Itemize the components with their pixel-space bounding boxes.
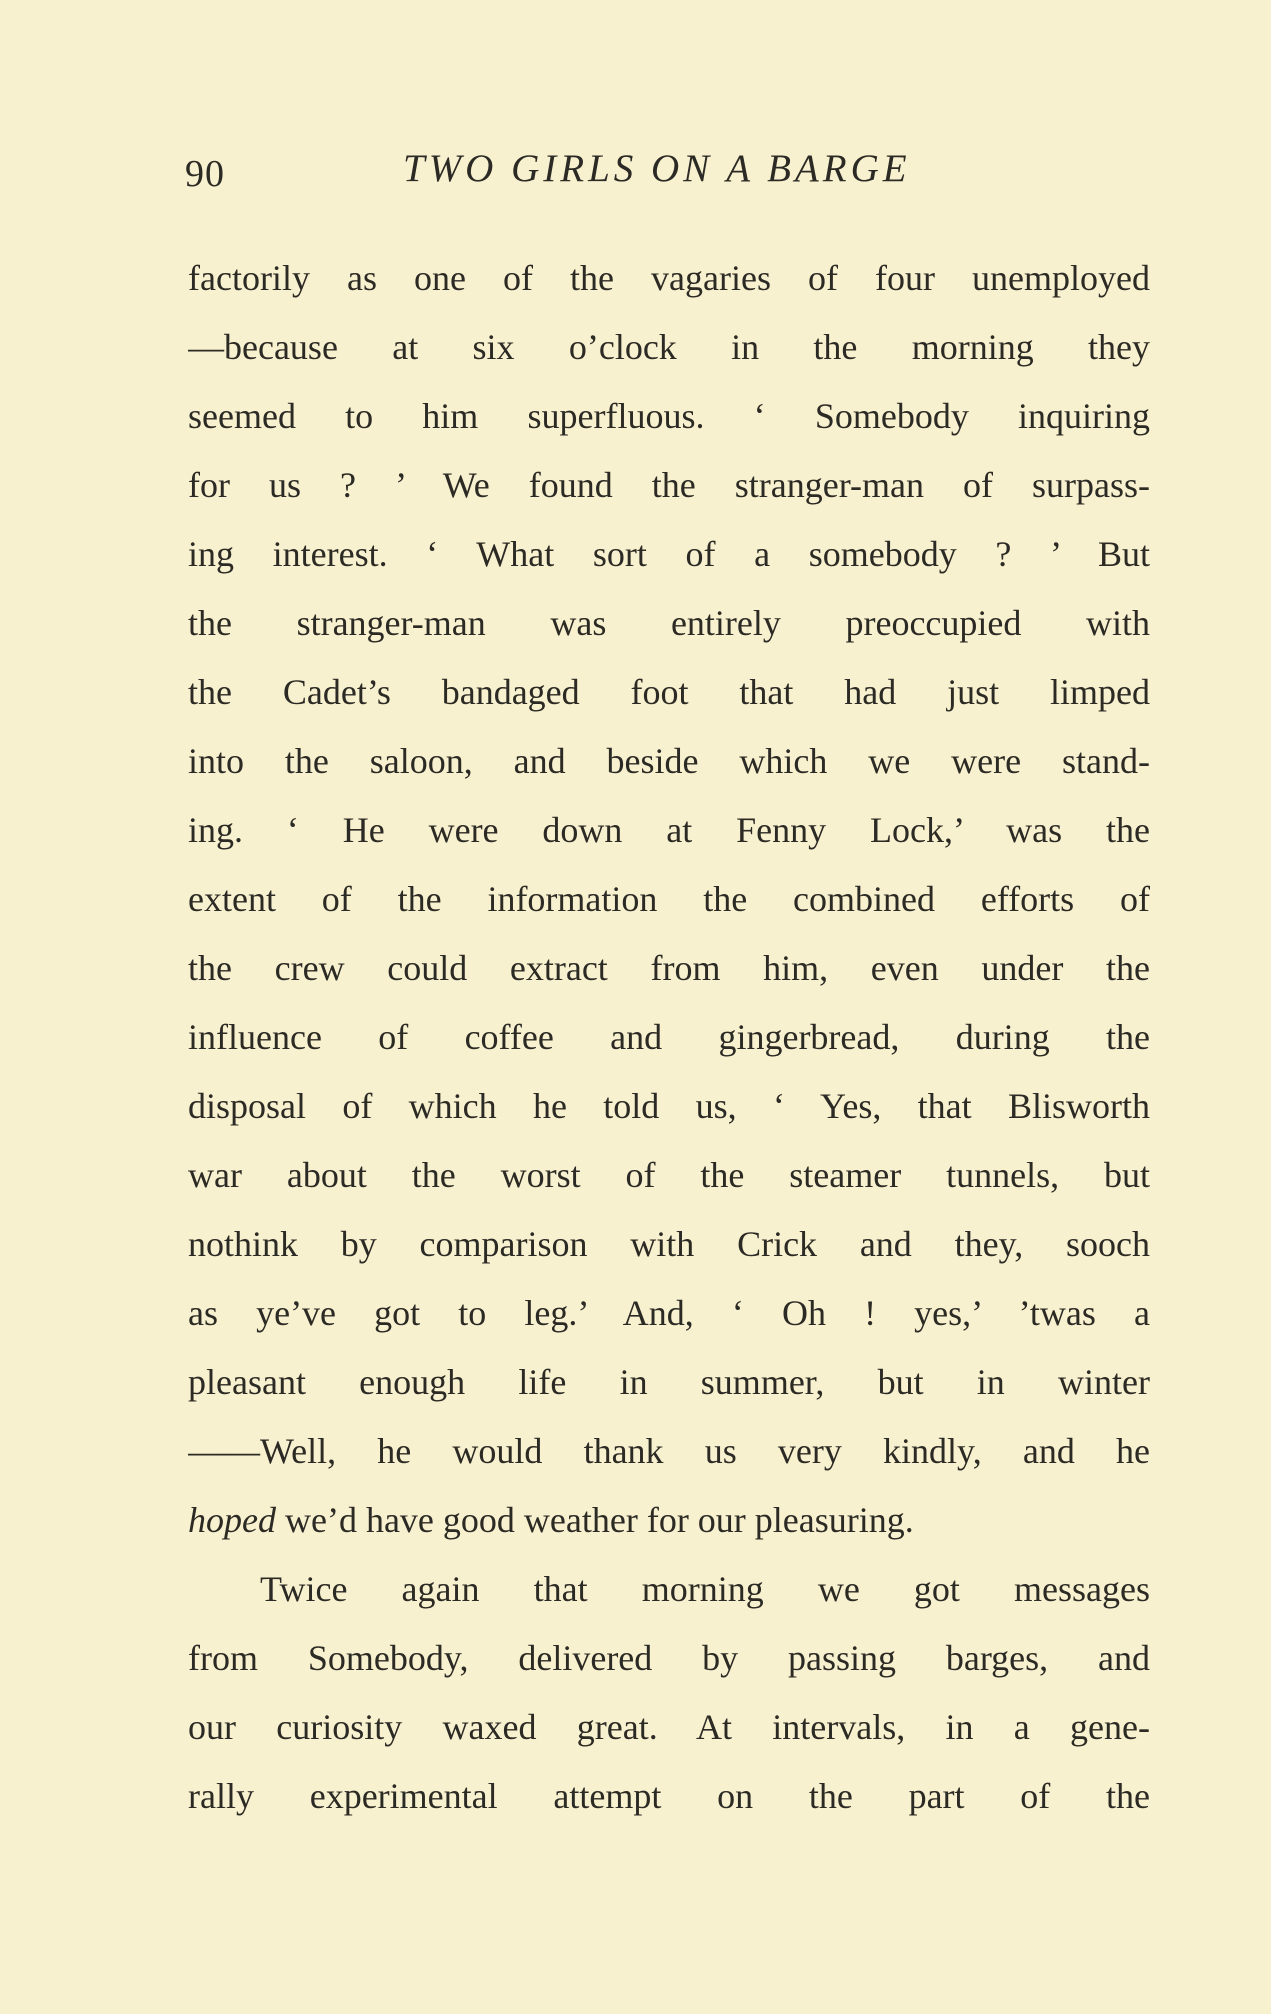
text-line: ing interest. ‘ What sort of a somebody ? ’ But <box>188 534 1150 574</box>
text-line: ing. ‘ He were down at Fenny Lock,’ was the <box>188 810 1150 850</box>
body-text <box>188 244 1150 1831</box>
text-line: the stranger-man was entirely preoccupied with <box>188 603 1150 643</box>
text-line: extent of the information the combined efforts of <box>188 879 1150 919</box>
text-line-paragraph-start: Twice again that morning we got messages <box>260 1569 1150 1609</box>
text-line: for us ? ’ We found the stranger-man of surpass- <box>188 465 1150 505</box>
page-number: 90 <box>185 153 225 195</box>
text-line: the Cadet’s bandaged foot that had just limped <box>188 672 1150 712</box>
text-line: war about the worst of the steamer tunnels, but <box>188 1155 1150 1195</box>
running-title: TWO GIRLS ON A BARGE <box>403 147 911 190</box>
text-line: seemed to him superfluous. ‘ Somebody inquiring <box>188 396 1150 436</box>
text-line: rally experimental attempt on the part of the <box>188 1776 1150 1816</box>
italic-word: hoped <box>188 1500 276 1540</box>
text-line: ——Well, he would thank us very kindly, and he <box>188 1431 1150 1471</box>
text-line: factorily as one of the vagaries of four unemployed <box>188 258 1150 298</box>
text-line-rest: we’d have good weather for our pleasuring. <box>275 1500 914 1540</box>
text-line: from Somebody, delivered by passing barges, and <box>188 1638 1150 1678</box>
text-line-paragraph-end <box>188 1486 1150 1555</box>
text-line: our curiosity waxed great. At intervals, in a gene- <box>188 1707 1150 1747</box>
text-line: influence of coffee and gingerbread, during the <box>188 1017 1150 1057</box>
text-line: into the saloon, and beside which we were stand- <box>188 741 1150 781</box>
text-line: —because at six o’clock in the morning they <box>188 327 1150 367</box>
text-line: the crew could extract from him, even under the <box>188 948 1150 988</box>
text-line: nothink by comparison with Crick and they, sooch <box>188 1224 1150 1264</box>
text-line: disposal of which he told us, ‘ Yes, that Blisworth <box>188 1086 1150 1126</box>
text-line: pleasant enough life in summer, but in winter <box>188 1362 1150 1402</box>
running-head <box>185 140 1150 200</box>
text-line: as ye’ve got to leg.’ And, ‘ Oh ! yes,’ ’twas a <box>188 1293 1150 1333</box>
